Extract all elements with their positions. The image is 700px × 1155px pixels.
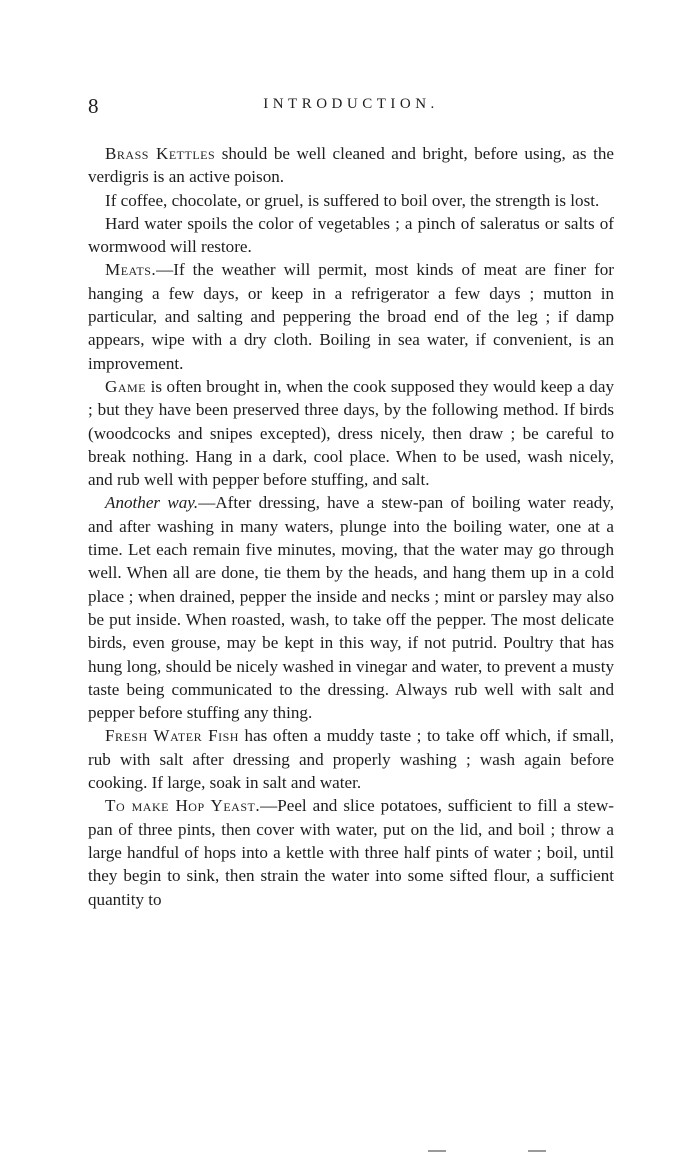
page-number: 8: [88, 94, 99, 118]
paragraph-text: should be well cleaned and bright, before using, as the verdigris is an active poison.: [88, 144, 614, 187]
page-header: [88, 94, 614, 122]
lead-another-way: Another way.: [105, 493, 199, 513]
lead-hop-yeast: To make Hop Yeast.: [105, 796, 261, 816]
lead-game: Game: [105, 376, 147, 396]
paragraph-text: —Peel and slice potatoes, sufficient to fill a stew-pan of three pints, then cover with water, put on the lid, and boil ; throw a large handful of hops into a kettle with three half pints of water ; boil, until they begin to sink, then strain the water into some sifted flour, a sufficient quantity to: [88, 796, 614, 909]
paragraph-text: If coffee, chocolate, or gruel, is suffered to boil over, the strength is lost.: [105, 190, 600, 210]
paragraph-text: has often a muddy taste ; to take off which, if small, rub with salt after dressing and properly washing ; wash again before cooking. If large, soak in salt and water.: [88, 726, 614, 793]
paragraph-text: is often brought in, when the cook supposed they would keep a day ; but they have been preserved three days, by the following method. If birds (woodcocks and snipes excepted), dress nicely, then draw ; be careful to break nothing. Hang in a dark, cool place. When to be used, wash nicely, and rub well with pepper before stuffing, and salt.: [88, 376, 614, 490]
paragraph-fresh-water-fish: [88, 724, 614, 794]
scan-mark: [428, 1150, 446, 1152]
book-page: [88, 0, 614, 911]
paragraph-text: Hard water spoils the color of vegetables ; a pinch of saleratus or salts of wormwood will restore.: [88, 213, 614, 257]
running-head: INTRODUCTION.: [263, 96, 439, 112]
paragraph-another-way: [88, 491, 614, 724]
paragraph-brass-kettles: [88, 142, 614, 189]
lead-meats: Meats.: [105, 260, 157, 280]
paragraph-hard-water: [88, 212, 614, 259]
paragraph-hop-yeast: [88, 794, 614, 910]
scan-mark: [528, 1150, 546, 1152]
paragraph-text: —If the weather will permit, most kinds of meat are finer for hanging a few days, or keep in a refrigerator a few days ; mutton in particular, and salting and peppering the broad end of the leg ; if damp appears, wipe with a dry cloth. Boiling in sea water, if convenient, is an improvement.: [88, 260, 614, 373]
body-text: [88, 142, 614, 911]
paragraph-coffee: [88, 189, 614, 212]
paragraph-game: [88, 375, 614, 491]
lead-brass-kettles: Brass Kettles: [105, 144, 216, 163]
paragraph-text: —After dressing, have a stew-pan of boiling water ready, and after washing in many waters, plunge into the boiling water, one at a time. Let each remain five minutes, moving, that the water may go through well. When all are done, tie them by the heads, and hang them up in a cold place ; when drained, pepper the inside and necks ; mint or parsley may also be put inside. When roasted, wash, to take off the pepper. The most delicate birds, even grouse, may be kept in this way, if not putrid. Poultry that has hung long, should be nicely washed in vinegar and water, to prevent a musty taste being communicated to the dressing. Always rub well with salt and pepper before stuffing any thing.: [88, 493, 614, 723]
lead-fresh-water-fish: Fresh Water Fish: [105, 726, 239, 746]
paragraph-meats: [88, 258, 614, 374]
